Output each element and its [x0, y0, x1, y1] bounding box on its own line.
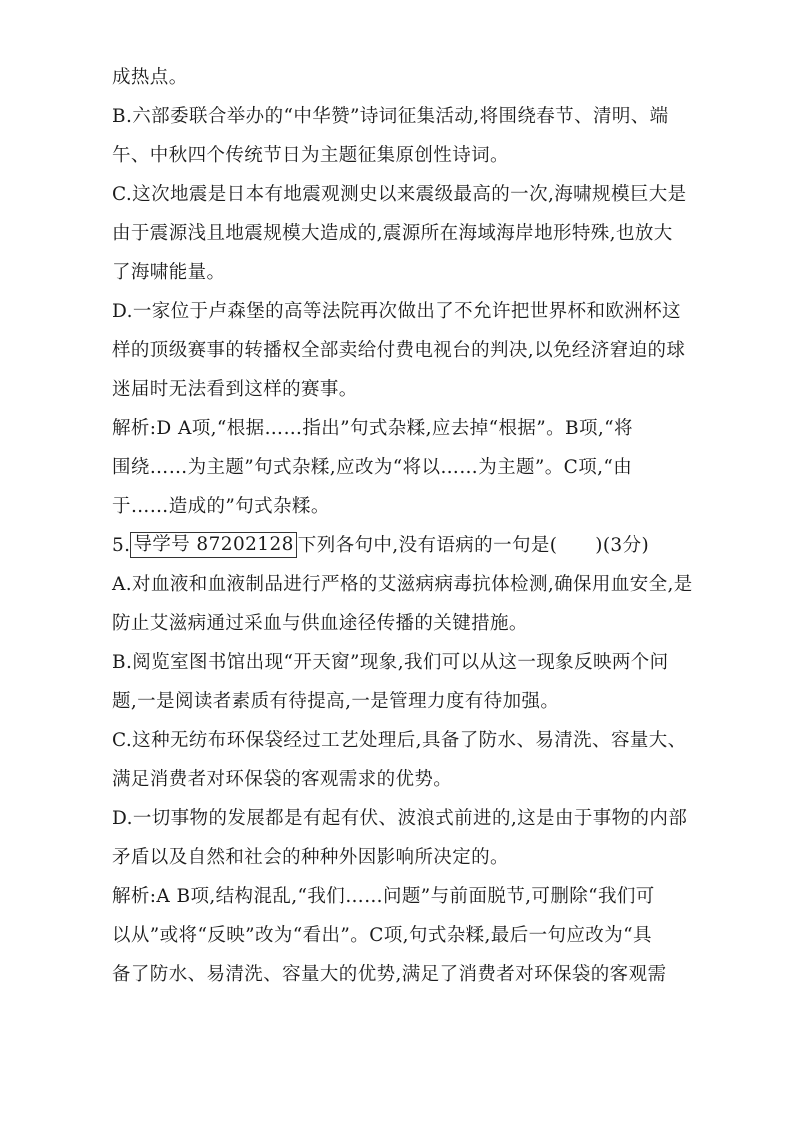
option-line: C.这种无纺布环保袋经过工艺处理后,具备了防水、易清洗、容量大、	[112, 730, 687, 751]
text-line: 样的顶级赛事的转播权全部卖给付费电视台的判决,以免经济窘迫的球	[112, 340, 686, 361]
option-line: 题,一是阅读者素质有待提高,一是管理力度有待加强。	[112, 691, 560, 712]
text-line: 成热点。	[112, 67, 188, 88]
text-line: D.一家位于卢森堡的高等法院再次做出了不允许把世界杯和欧洲杯这	[112, 301, 681, 322]
question-number: 5.	[112, 535, 131, 556]
analysis-line: 围绕……为主题”句式杂糅,应改为“将以……为主题”。C项,“由	[112, 457, 633, 478]
text-line: C.这次地震是日本有地震观测史以来震级最高的一次,海啸规模巨大是	[112, 184, 687, 205]
analysis-line: 于……造成的”句式杂糅。	[112, 496, 330, 517]
analysis-line: 备了防水、易清洗、容量大的优势,满足了消费者对环保袋的客观需	[112, 964, 667, 985]
study-number-tag: 导学号 87202128	[130, 532, 296, 558]
option-line: A.对血液和血液制品进行严格的艾滋病病毒抗体检测,确保用血安全,是	[112, 574, 693, 595]
text-line: 迷届时无法看到这样的赛事。	[112, 379, 358, 400]
text-line: 了海啸能量。	[112, 262, 226, 283]
text-line: 由于震源浅且地震规模大造成的,震源所在海域海岸地形特殊,也放大	[112, 223, 673, 244]
question-5-line	[112, 526, 692, 565]
text-line: B.六部委联合举办的“中华赞”诗词征集活动,将围绕春节、清明、端	[112, 106, 669, 127]
text-line: 午、中秋四个传统节日为主题征集原创性诗词。	[112, 145, 509, 166]
option-line: 防止艾滋病通过采血与供血途径传播的关键措施。	[112, 613, 528, 634]
option-line: 满足消费者对环保袋的客观需求的优势。	[112, 769, 453, 790]
analysis-line: 解析:D A项,“根据……指出”句式杂糅,应去掉“根据”。B项,“将	[112, 418, 633, 439]
option-line: B.阅览室图书馆出现“开天窗”现象,我们可以从这一现象反映两个问	[112, 652, 669, 673]
analysis-line: 以从”或将“反映”改为“看出”。C项,句式杂糅,最后一句应改为“具	[112, 925, 652, 946]
document-page	[112, 58, 692, 994]
option-line: D.一切事物的发展都是有起有伏、波浪式前进的,这是由于事物的内部	[112, 808, 688, 829]
question-stem: 下列各句中,没有语病的一句是( )(3分)	[297, 535, 650, 556]
analysis-line: 解析:A B项,结构混乱,“我们……问题”与前面脱节,可删除“我们可	[112, 886, 655, 907]
option-line: 矛盾以及自然和社会的种种外因影响所决定的。	[112, 847, 509, 868]
